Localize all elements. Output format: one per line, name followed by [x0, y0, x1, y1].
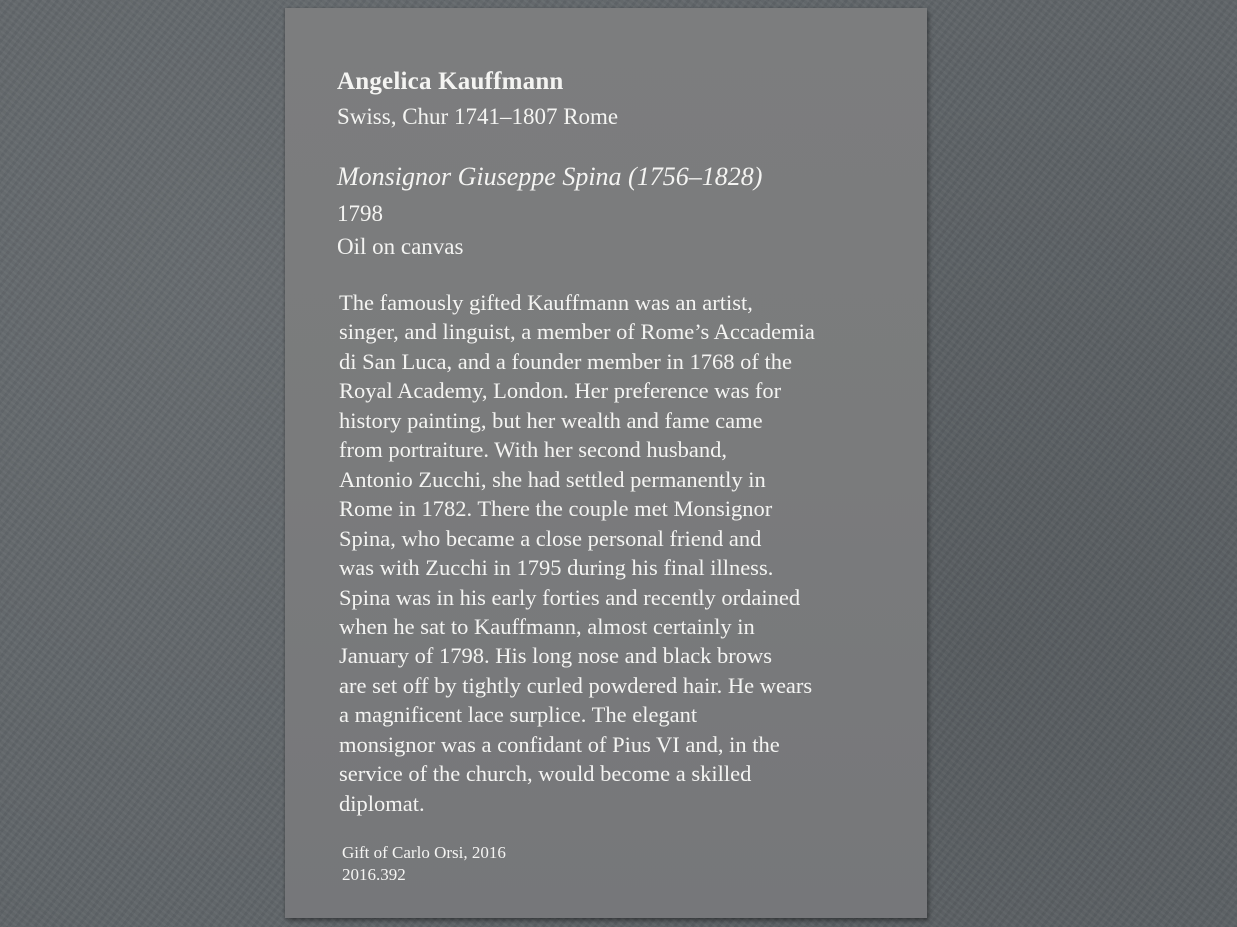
description-line: Spina was in his early forties and recently ordained — [339, 584, 801, 610]
description-line: Rome in 1782. There the couple met Monsignor — [339, 496, 773, 522]
description-line: are set off by tightly curled powdered hair. He wears — [339, 672, 813, 698]
artwork-date: 1798 — [337, 201, 383, 226]
description-line: when he sat to Kauffmann, almost certainly in — [339, 613, 755, 639]
description-line: service of the church, would become a skilled — [339, 761, 752, 787]
artist-bio: Swiss, Chur 1741–1807 Rome — [337, 104, 619, 129]
description-line: The famously gifted Kauffmann was an artist, — [339, 290, 753, 315]
description-line: Royal Academy, London. Her preference was for — [339, 378, 782, 404]
description-line: was with Zucchi in 1795 during his final illness. — [339, 555, 774, 581]
artist-name: Angelica Kauffmann — [337, 68, 564, 95]
description-line: a magnificent lace surplice. The elegant — [339, 702, 698, 728]
artwork-medium: Oil on canvas — [337, 234, 464, 259]
accession-number: 2016.392 — [342, 865, 406, 884]
museum-wall-label — [285, 8, 927, 918]
artwork-description — [339, 288, 899, 818]
artwork-title: Monsignor Giuseppe Spina (1756–1828) — [337, 162, 763, 191]
description-line: singer, and linguist, a member of Rome’s Accademia — [339, 319, 815, 345]
description-line: diplomat. — [339, 790, 425, 816]
description-line: from portraiture. With her second husband, — [339, 437, 727, 463]
description-line: di San Luca, and a founder member in 1768 of the — [339, 348, 792, 374]
description-line: Antonio Zucchi, she had settled permanently in — [339, 466, 766, 492]
credit-line: Gift of Carlo Orsi, 2016 — [342, 843, 506, 862]
description-line: monsignor was a confidant of Pius VI and, in the — [339, 731, 780, 757]
description-line: January of 1798. His long nose and black brows — [339, 643, 773, 669]
description-line: history painting, but her wealth and fame came — [339, 407, 763, 433]
description-line: Spina, who became a close personal friend and — [339, 525, 762, 551]
